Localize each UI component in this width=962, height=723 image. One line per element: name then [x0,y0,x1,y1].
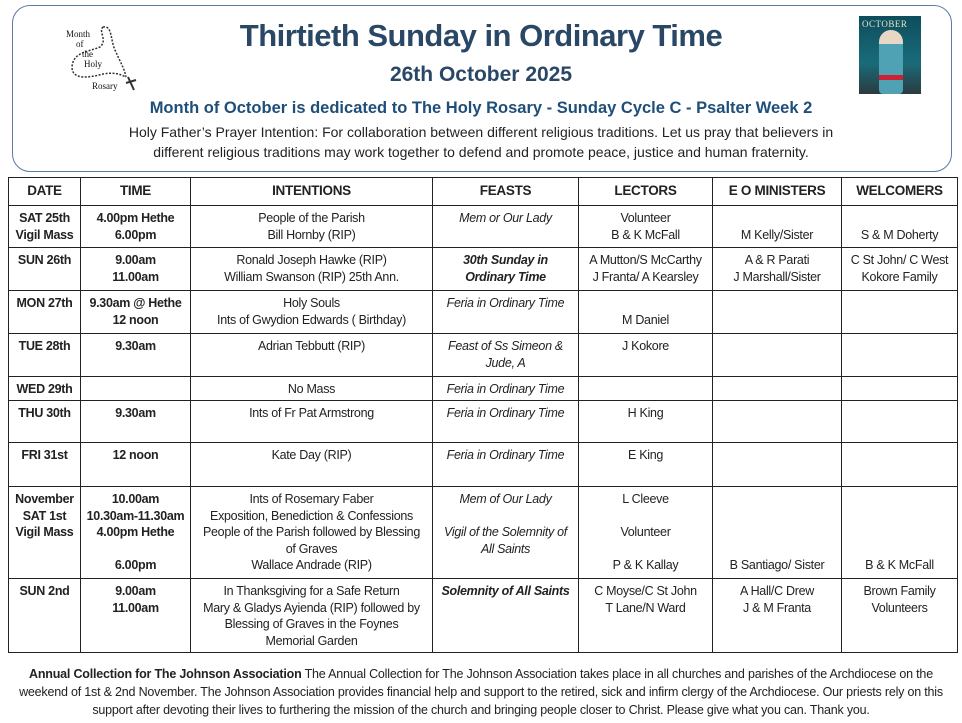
page-date: 26th October 2025 [389,63,573,86]
cell-line: L Cleeve [622,492,669,506]
cell-line: SUN 2nd [19,584,70,598]
table-cell [81,248,191,291]
cell-line [580,541,711,558]
cell-line: of Graves [285,541,338,556]
table-cell [433,487,579,579]
cell-line: M Kelly/Sister [740,227,814,242]
table-cell [191,248,433,291]
cell-line: P & K Kallay [612,558,679,572]
cell-line: J Kokore [622,339,669,353]
cell-line: Ronald Joseph Hawke (RIP) [236,253,387,267]
cell-line: A Hall/C Drew [740,584,814,598]
cell-line [714,491,840,508]
table-cell [191,291,433,334]
cell-line [843,541,956,558]
table-row [9,248,958,291]
column-header: WELCOMERS [842,178,958,206]
cell-line: T Lane/N Ward [605,600,686,615]
table-cell [81,334,191,377]
cell-line: FRI 31st [21,448,68,462]
column-header: E O MINISTERS [713,178,842,206]
cell-line: 9.30am [115,339,156,353]
table-cell [433,291,579,334]
page-title: Thirtieth Sunday in Ordinary Time [239,18,723,53]
table-cell [842,206,958,248]
cell-line [843,491,956,508]
table-row [9,377,958,401]
cell-line: 10.30am-11.30am [86,508,185,523]
table-cell [579,248,713,291]
column-header: DATE [9,178,81,206]
table-cell [579,377,713,401]
table-cell [713,487,842,579]
cell-line: A Mutton/S McCarthy [589,253,702,267]
cell-line: B Santiago/ Sister [729,558,825,572]
table-cell [9,334,81,377]
cell-line: TUE 28th [18,339,71,353]
table-cell [191,377,433,401]
cell-line: Mem or Our Lady [459,211,552,225]
cell-line: Vigil Mass [15,227,74,242]
prayer-intention: Holy Father’s Prayer Intention: For collaboration between different religious traditions. Let us pray that believers in different religious traditions may work together to defend and promote peace, justice and human fraternity. [128,124,834,160]
cell-line: 4.00pm Hethe [96,211,175,225]
mass-schedule-table [8,177,958,653]
table-cell [713,401,842,443]
table-cell [579,443,713,487]
cell-line: 30th Sunday in [463,253,548,267]
cell-line: Adrian Tebbutt (RIP) [257,339,366,353]
column-header: FEASTS [433,178,579,206]
table-cell [81,377,191,401]
cell-line: Ints of Rosemary Faber [249,492,374,506]
table-cell [713,443,842,487]
table-cell [9,579,81,653]
table-cell [579,401,713,443]
cell-line: William Swanson (RIP) 25th Ann. [224,269,399,284]
cell-line: S & M Doherty [860,227,939,242]
cell-line: Ints of Fr Pat Armstrong [249,406,374,420]
cell-line: Bill Hornby (RIP) [267,227,356,242]
cell-line: Kokore Family [861,269,938,284]
table-row [9,334,958,377]
cell-line: MON 27th [16,296,73,310]
table-cell [713,291,842,334]
cell-line [714,210,840,227]
table-cell [842,401,958,443]
cell-line: 12 noon [112,312,159,327]
table-header-row [9,178,958,206]
column-header: LECTORS [579,178,713,206]
october-madonna-image: OCTOBER [859,16,921,94]
table-cell [579,334,713,377]
subtitle: Month of October is dedicated to The Holy Rosary - Sunday Cycle C - Psalter Week 2 [149,99,813,117]
table-cell [191,334,433,377]
cell-line: Feria in Ordinary Time [446,296,565,310]
table-cell [191,443,433,487]
table-cell [842,377,958,401]
table-cell [433,579,579,653]
footer-notice [10,665,952,719]
table-cell [579,206,713,248]
cell-line: Feria in Ordinary Time [446,406,565,420]
column-header: INTENTIONS [191,178,433,206]
cell-line: E King [627,448,664,462]
table-cell [81,206,191,248]
table-row [9,206,958,248]
table-cell [9,291,81,334]
table-cell [81,487,191,579]
column-header: TIME [81,178,191,206]
cell-line: All Saints [480,541,531,556]
cell-line: In Thanksgiving for a Safe Return [223,584,400,598]
footer-heading: Annual Collection for The Johnson Association [29,667,302,681]
cell-line: Vigil of the Solemnity of [444,525,567,539]
cell-line [714,541,840,558]
cell-line: A & R Parati [744,253,810,267]
table-cell [433,401,579,443]
cell-line: Brown Family [863,584,936,598]
table-cell [9,487,81,579]
table-cell [191,487,433,579]
cell-line: No Mass [287,382,336,396]
table-cell [842,248,958,291]
cell-line: H King [627,406,664,420]
cell-line: Solemnity of All Saints [441,584,570,598]
table-row [9,579,958,653]
cell-line: Mary & Gladys Ayienda (RIP) followed by [203,600,420,615]
table-cell [433,206,579,248]
rosary-logo: Month of the Holy Rosary [58,22,148,92]
cell-line: J Marshall/Sister [733,269,821,284]
cell-line [843,524,956,541]
cell-line: SAT 1st [22,508,67,523]
cell-line: 6.00pm [114,227,157,242]
table-cell [842,443,958,487]
table-cell [579,487,713,579]
table-cell [842,487,958,579]
cell-line [580,508,711,525]
cell-line: Feast of Ss Simeon & [448,339,563,353]
cell-line: 9.00am [115,253,156,267]
cell-line: Volunteer [620,211,671,225]
table-cell [713,206,842,248]
table-cell [579,579,713,653]
table-cell [81,579,191,653]
table-row [9,443,958,487]
cell-line: Kate Day (RIP) [271,448,352,462]
cell-line: November [15,492,74,506]
cell-line: 10.00am [111,492,160,506]
cell-line: Exposition, Benediction & Confessions [210,508,413,523]
cell-line: 12 noon [112,448,159,462]
cell-line: C St John/ C West [850,253,949,267]
table-cell [9,206,81,248]
table-cell [713,377,842,401]
cell-line [843,210,956,227]
table-cell [191,401,433,443]
table-cell [433,443,579,487]
cell-line [714,508,840,525]
cell-line [843,508,956,525]
table-row [9,401,958,443]
cell-line: Jude, A [485,355,526,370]
cell-line: 11.00am [112,269,159,284]
cell-line: 9.00am [115,584,156,598]
table-cell [842,579,958,653]
cell-line: Vigil Mass [15,525,74,539]
cell-line: Mem of Our Lady [459,492,552,506]
cell-line: SAT 25th [19,211,70,225]
table-cell [842,334,958,377]
table-cell [579,291,713,334]
cell-line: 9.30am @ Hethe [89,296,182,310]
table-row [9,291,958,334]
footer-text: The Annual Collection for The Johnson Association takes place in all churches and parishes of the Archdiocese on the weekend of 1st & 2nd November. The Johnson Association provides financial help and support to the retired, sick and infirm clergy of the Archdiocese. Our priests rely on this support after devoting their lives to furthering the mission of the church and bringing people closer to Christ. Please give what you can. Thank you. [19,667,943,717]
table-cell [9,401,81,443]
table-cell [713,334,842,377]
table-row [9,487,958,579]
cell-line [714,524,840,541]
cell-line: Ordinary Time [465,269,546,284]
table-cell [433,248,579,291]
cell-line [580,295,711,312]
table-cell [842,291,958,334]
table-cell [433,377,579,401]
cell-line: SUN 26th [17,253,72,267]
cell-line: People of the Parish [258,211,365,225]
cell-line: B & K McFall [865,558,934,572]
table-cell [191,206,433,248]
table-cell [433,334,579,377]
table-cell [81,443,191,487]
cell-line: Feria in Ordinary Time [446,448,565,462]
cell-line: 9.30am [115,406,156,420]
cell-line: Ints of Gwydion Edwards ( Birthday) [217,312,406,327]
cell-line [82,541,189,558]
table-cell [81,291,191,334]
table-cell [191,579,433,653]
cell-line: THU 30th [18,406,71,420]
cell-line: People of the Parish followed by Blessing [202,525,420,539]
cell-line: C Moyse/C St John [594,584,697,598]
table-cell [713,248,842,291]
cell-line: Memorial Garden [265,633,358,648]
table-cell [81,401,191,443]
cell-line: B & K McFall [611,227,680,242]
cell-line: 4.00pm Hethe [96,525,175,539]
table-cell [9,377,81,401]
cell-line: Volunteers [871,600,928,615]
cell-line: M Daniel [622,312,669,327]
cell-line: J & M Franta [743,600,811,615]
cell-line: Wallace Andrade (RIP) [251,558,372,572]
cell-line: 6.00pm [114,558,157,572]
cell-line: J Franta/ A Kearsley [592,269,699,284]
cell-line: Holy Souls [283,296,340,310]
table-cell [713,579,842,653]
cell-line: Blessing of Graves in the Foynes [224,617,399,631]
cell-line: WED 29th [16,382,73,396]
table-cell [9,443,81,487]
cell-line [434,508,577,525]
cell-line: Volunteer [620,525,671,539]
table-cell [9,248,81,291]
cell-line: Feria in Ordinary Time [446,382,565,396]
cell-line: 11.00am [112,600,159,615]
